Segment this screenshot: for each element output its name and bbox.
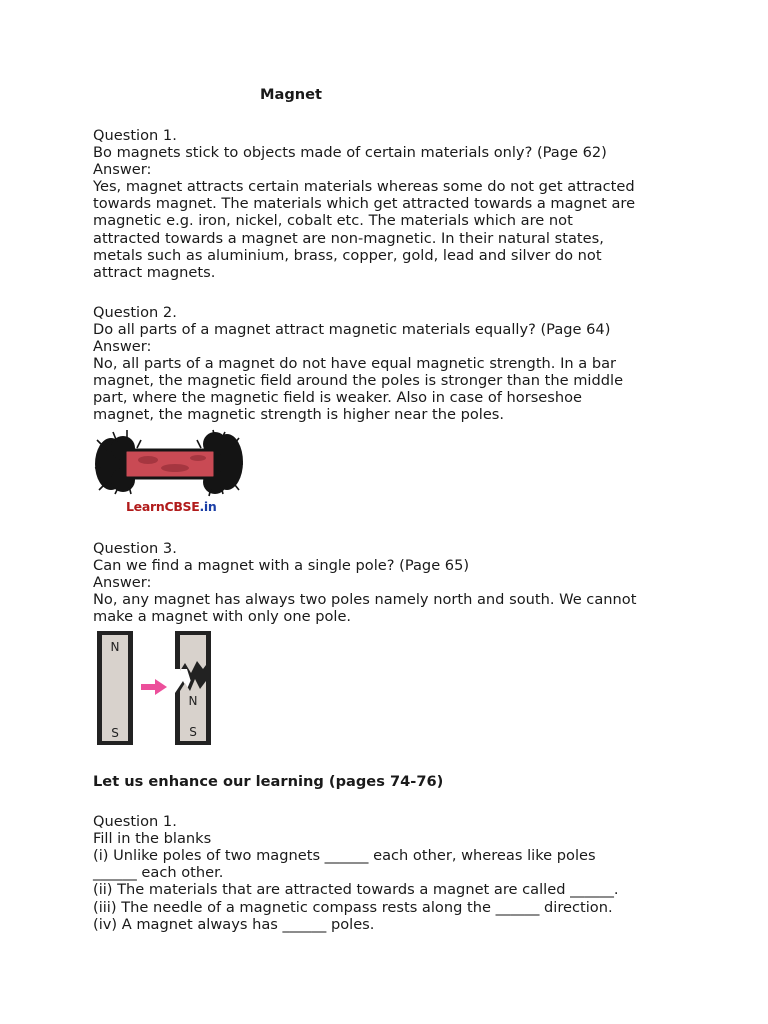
question-1: [93, 127, 693, 281]
answer-line: attract magnets.: [93, 263, 216, 281]
answer-label: Answer:: [93, 573, 152, 591]
answer-label: Answer:: [93, 161, 152, 179]
question-label: Question 1.: [93, 127, 177, 144]
answer-line: attracted towards a magnet are non-magnetic. In their natural states,: [93, 229, 604, 247]
answer-line: No, any magnet has always two poles namely north and south. We cannot: [93, 590, 637, 608]
exercise-question-1: [93, 813, 693, 933]
question-label: Question 3.: [93, 539, 177, 557]
question-text: Can we find a magnet with a single pole? (Page 65): [93, 556, 470, 574]
answer-line: No, all parts of a magnet do not have equal magnetic strength. In a bar: [93, 355, 617, 373]
question-3: [93, 540, 693, 625]
question-2: [93, 304, 693, 424]
section-heading: Let us enhance our learning (pages 74-76): [93, 772, 444, 790]
question-label: Question 1.: [93, 813, 177, 831]
broken-magnet-illustration: [93, 629, 218, 749]
blank-line: ______ each other.: [93, 864, 224, 882]
answer-line: Yes, magnet attracts certain materials whereas some do not get attracted: [93, 178, 635, 196]
answer-line: magnetic e.g. iron, nickel, cobalt etc. The materials which are not: [93, 212, 573, 230]
south-pole-label: S: [111, 725, 119, 740]
question-label: Question 2.: [93, 303, 177, 321]
answer-line: towards magnet. The materials which get attracted towards a magnet are: [93, 195, 636, 213]
blank-line: (iv) A magnet always has ______ poles.: [93, 915, 375, 933]
south-pole-label: S: [189, 724, 197, 739]
answer-label: Answer:: [93, 338, 152, 356]
bar-magnet-filings-illustration: [93, 428, 245, 498]
broken-magnet-figure: [93, 629, 218, 749]
north-pole-label: N: [110, 639, 120, 654]
north-pole-label: N: [188, 693, 198, 708]
instruction: Fill in the blanks: [93, 830, 212, 848]
blank-line: (iii) The needle of a magnetic compass rests along the ______ direction.: [93, 898, 613, 916]
pink-arrow-icon: [141, 679, 167, 695]
bar-magnet-iron-filings-figure: [93, 428, 245, 518]
question-text: Do all parts of a magnet attract magnetic materials equally? (Page 64): [93, 320, 611, 338]
answer-line: make a magnet with only one pole.: [93, 607, 352, 625]
document-body: [93, 127, 693, 933]
answer-line: magnet, the magnetic strength is higher near the poles.: [93, 406, 505, 424]
answer-line: metals such as aluminium, brass, copper, gold, lead and silver do not: [93, 246, 602, 264]
question-text: Bo magnets stick to objects made of certain materials only? (Page 62): [93, 144, 607, 162]
learncbse-logo: LearnCBSE.in: [126, 498, 217, 514]
page-title: Magnet: [259, 86, 323, 103]
blank-line: (ii) The materials that are attracted towards a magnet are called ______.: [93, 881, 619, 899]
answer-line: magnet, the magnetic field around the poles is stronger than the middle: [93, 372, 624, 390]
blank-line: (i) Unlike poles of two magnets ______ each other, whereas like poles: [93, 847, 596, 865]
answer-line: part, where the magnetic field is weaker. Also in case of horseshoe: [93, 389, 583, 407]
